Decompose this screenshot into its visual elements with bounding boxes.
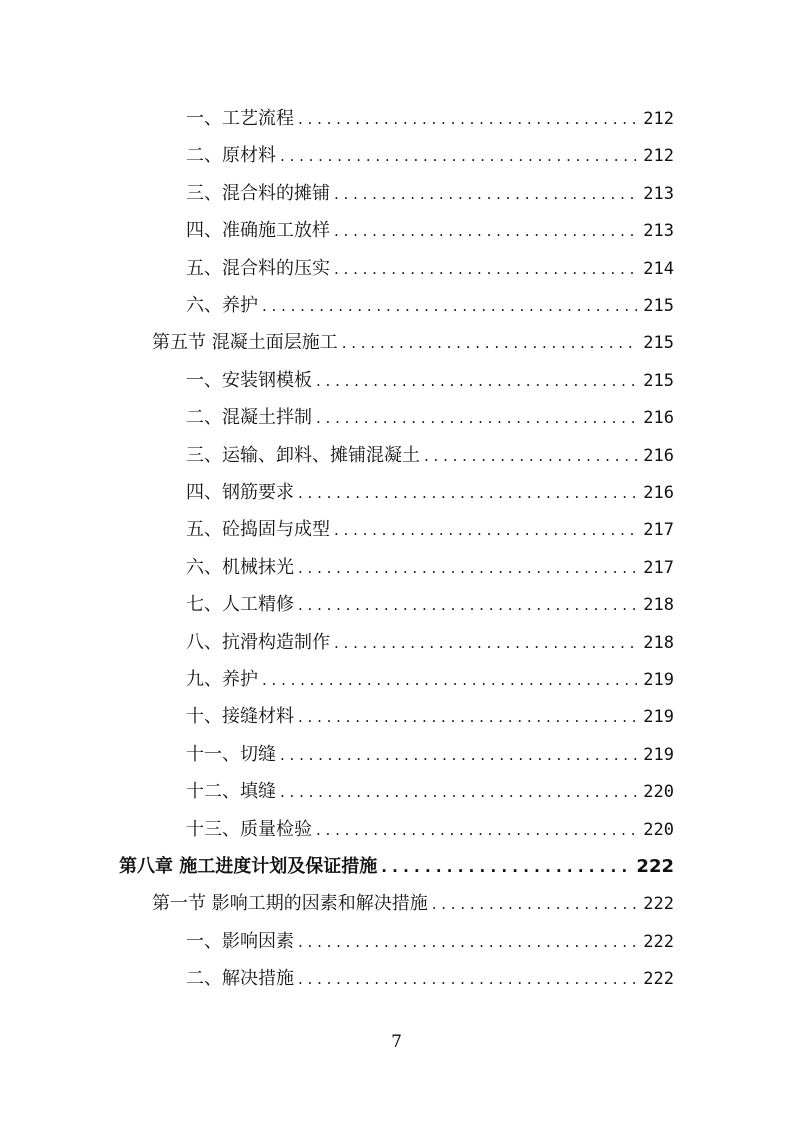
toc-entry-page: 213 <box>643 221 674 242</box>
toc-entry[interactable] <box>186 629 674 657</box>
toc-dot-leader <box>334 180 637 208</box>
toc-entry[interactable] <box>186 965 674 993</box>
toc-entry[interactable] <box>152 890 674 918</box>
toc-entry-title: 一、安装钢模板 <box>186 369 312 391</box>
toc-entry[interactable] <box>186 479 674 507</box>
toc-entry-title: 一、影响因素 <box>186 930 294 952</box>
toc-dot-leader <box>334 255 637 283</box>
toc-dot-leader <box>298 965 637 993</box>
toc-dot-leader <box>432 890 638 918</box>
toc-entry-title: 三、混合料的摊铺 <box>186 182 330 204</box>
toc-entry-page: 219 <box>643 744 674 765</box>
toc-entry-page: 212 <box>643 109 674 129</box>
toc-dot-leader <box>342 329 638 357</box>
toc-entry[interactable] <box>186 778 674 806</box>
toc-entry-title: 三、运输、卸料、摊铺混凝土 <box>186 444 420 466</box>
toc-entry[interactable] <box>186 516 674 544</box>
toc-entry[interactable] <box>186 142 674 170</box>
toc-entry[interactable] <box>186 928 674 956</box>
toc-dot-leader <box>280 741 637 769</box>
toc-entry-page: 222 <box>643 931 674 952</box>
toc-entry[interactable] <box>186 217 674 245</box>
toc-dot-leader <box>298 591 637 619</box>
toc-entry-title: 六、养护 <box>186 295 258 316</box>
toc-entry-page: 220 <box>643 819 674 840</box>
toc-entry-page: 216 <box>643 408 674 429</box>
toc-dot-leader <box>424 442 637 470</box>
toc-entry-title: 第八章 施工进度计划及保证措施 <box>119 856 378 877</box>
toc-entry[interactable] <box>186 816 674 844</box>
toc-entry-page: 215 <box>643 370 674 391</box>
toc-entry-page: 219 <box>643 670 674 690</box>
toc-entry-title: 二、原材料 <box>186 145 276 167</box>
toc-dot-leader <box>262 666 637 694</box>
toc-entry-title: 四、钢筋要求 <box>186 482 294 503</box>
toc-entry-page: 219 <box>643 707 674 728</box>
toc-entry-page: 220 <box>643 782 674 803</box>
toc-entry[interactable] <box>186 666 674 694</box>
toc-entry[interactable] <box>186 105 674 133</box>
toc-entry-title: 一、工艺流程 <box>186 108 294 129</box>
toc-dot-leader <box>298 105 637 133</box>
toc-entry[interactable] <box>186 180 674 208</box>
toc-entry-title: 九、养护 <box>186 669 258 690</box>
toc-entry-title: 第五节 混凝土面层施工 <box>152 332 338 354</box>
toc-entry[interactable] <box>119 853 674 881</box>
toc-entry-title: 十、接缝材料 <box>186 706 294 728</box>
toc-entry-title: 八、抗滑构造制作 <box>186 631 330 653</box>
toc-entry-page: 222 <box>643 969 674 990</box>
toc-dot-leader <box>316 404 637 432</box>
toc-entry[interactable] <box>186 703 674 731</box>
toc-entry-page: 216 <box>643 483 674 503</box>
toc-entry-page: 212 <box>643 146 674 167</box>
toc-dot-leader <box>280 142 637 170</box>
toc-dot-leader <box>334 217 637 245</box>
toc-entry-title: 五、混合料的压实 <box>186 257 330 279</box>
toc-entry-page: 217 <box>643 520 674 541</box>
toc-entry-page: 214 <box>643 258 674 279</box>
toc-entry[interactable] <box>186 255 674 283</box>
page-number: 7 <box>391 1032 402 1052</box>
toc-dot-leader <box>262 292 637 320</box>
toc-entry[interactable] <box>186 741 674 769</box>
toc-entry[interactable] <box>186 292 674 320</box>
toc-dot-leader <box>298 554 637 582</box>
toc-dot-leader <box>334 629 637 657</box>
toc-entry-page: 222 <box>643 894 674 915</box>
toc-dot-leader <box>316 367 637 395</box>
toc-entry-title: 十三、质量检验 <box>186 818 312 840</box>
toc-entry-title: 二、解决措施 <box>186 968 294 990</box>
toc-entry-title: 二、混凝土拌制 <box>186 407 312 429</box>
toc-entry-page: 217 <box>643 557 674 578</box>
toc-entry[interactable] <box>152 329 674 357</box>
toc-dot-leader <box>298 479 637 507</box>
toc-dot-leader <box>298 928 637 956</box>
toc-entry-page: 216 <box>643 445 674 466</box>
toc-entry-title: 七、人工精修 <box>186 594 294 616</box>
toc-entry-title: 十一、切缝 <box>186 743 276 765</box>
toc-entry-page: 222 <box>636 856 674 877</box>
toc-entry-page: 215 <box>643 296 674 316</box>
toc-entry[interactable] <box>186 554 674 582</box>
toc-entry-page: 215 <box>643 333 674 354</box>
toc-entry-title: 六、机械抹光 <box>186 556 294 578</box>
toc-dot-leader <box>381 853 630 881</box>
toc-entry-title: 五、砼捣固与成型 <box>186 519 330 541</box>
toc-entry-page: 218 <box>643 632 674 653</box>
toc-entry-title: 第一节 影响工期的因素和解决措施 <box>152 893 428 915</box>
toc-entry-page: 218 <box>643 595 674 616</box>
toc-dot-leader <box>280 778 637 806</box>
toc-entry-page: 213 <box>643 183 674 204</box>
toc-entry[interactable] <box>186 404 674 432</box>
toc-entry[interactable] <box>186 367 674 395</box>
toc-entry[interactable] <box>186 442 674 470</box>
toc-dot-leader <box>316 816 637 844</box>
toc-entry-title: 十二、填缝 <box>186 781 276 803</box>
toc-entry-title: 四、准确施工放样 <box>186 220 330 242</box>
toc-dot-leader <box>334 516 637 544</box>
toc-dot-leader <box>298 703 637 731</box>
toc-entry[interactable] <box>186 591 674 619</box>
